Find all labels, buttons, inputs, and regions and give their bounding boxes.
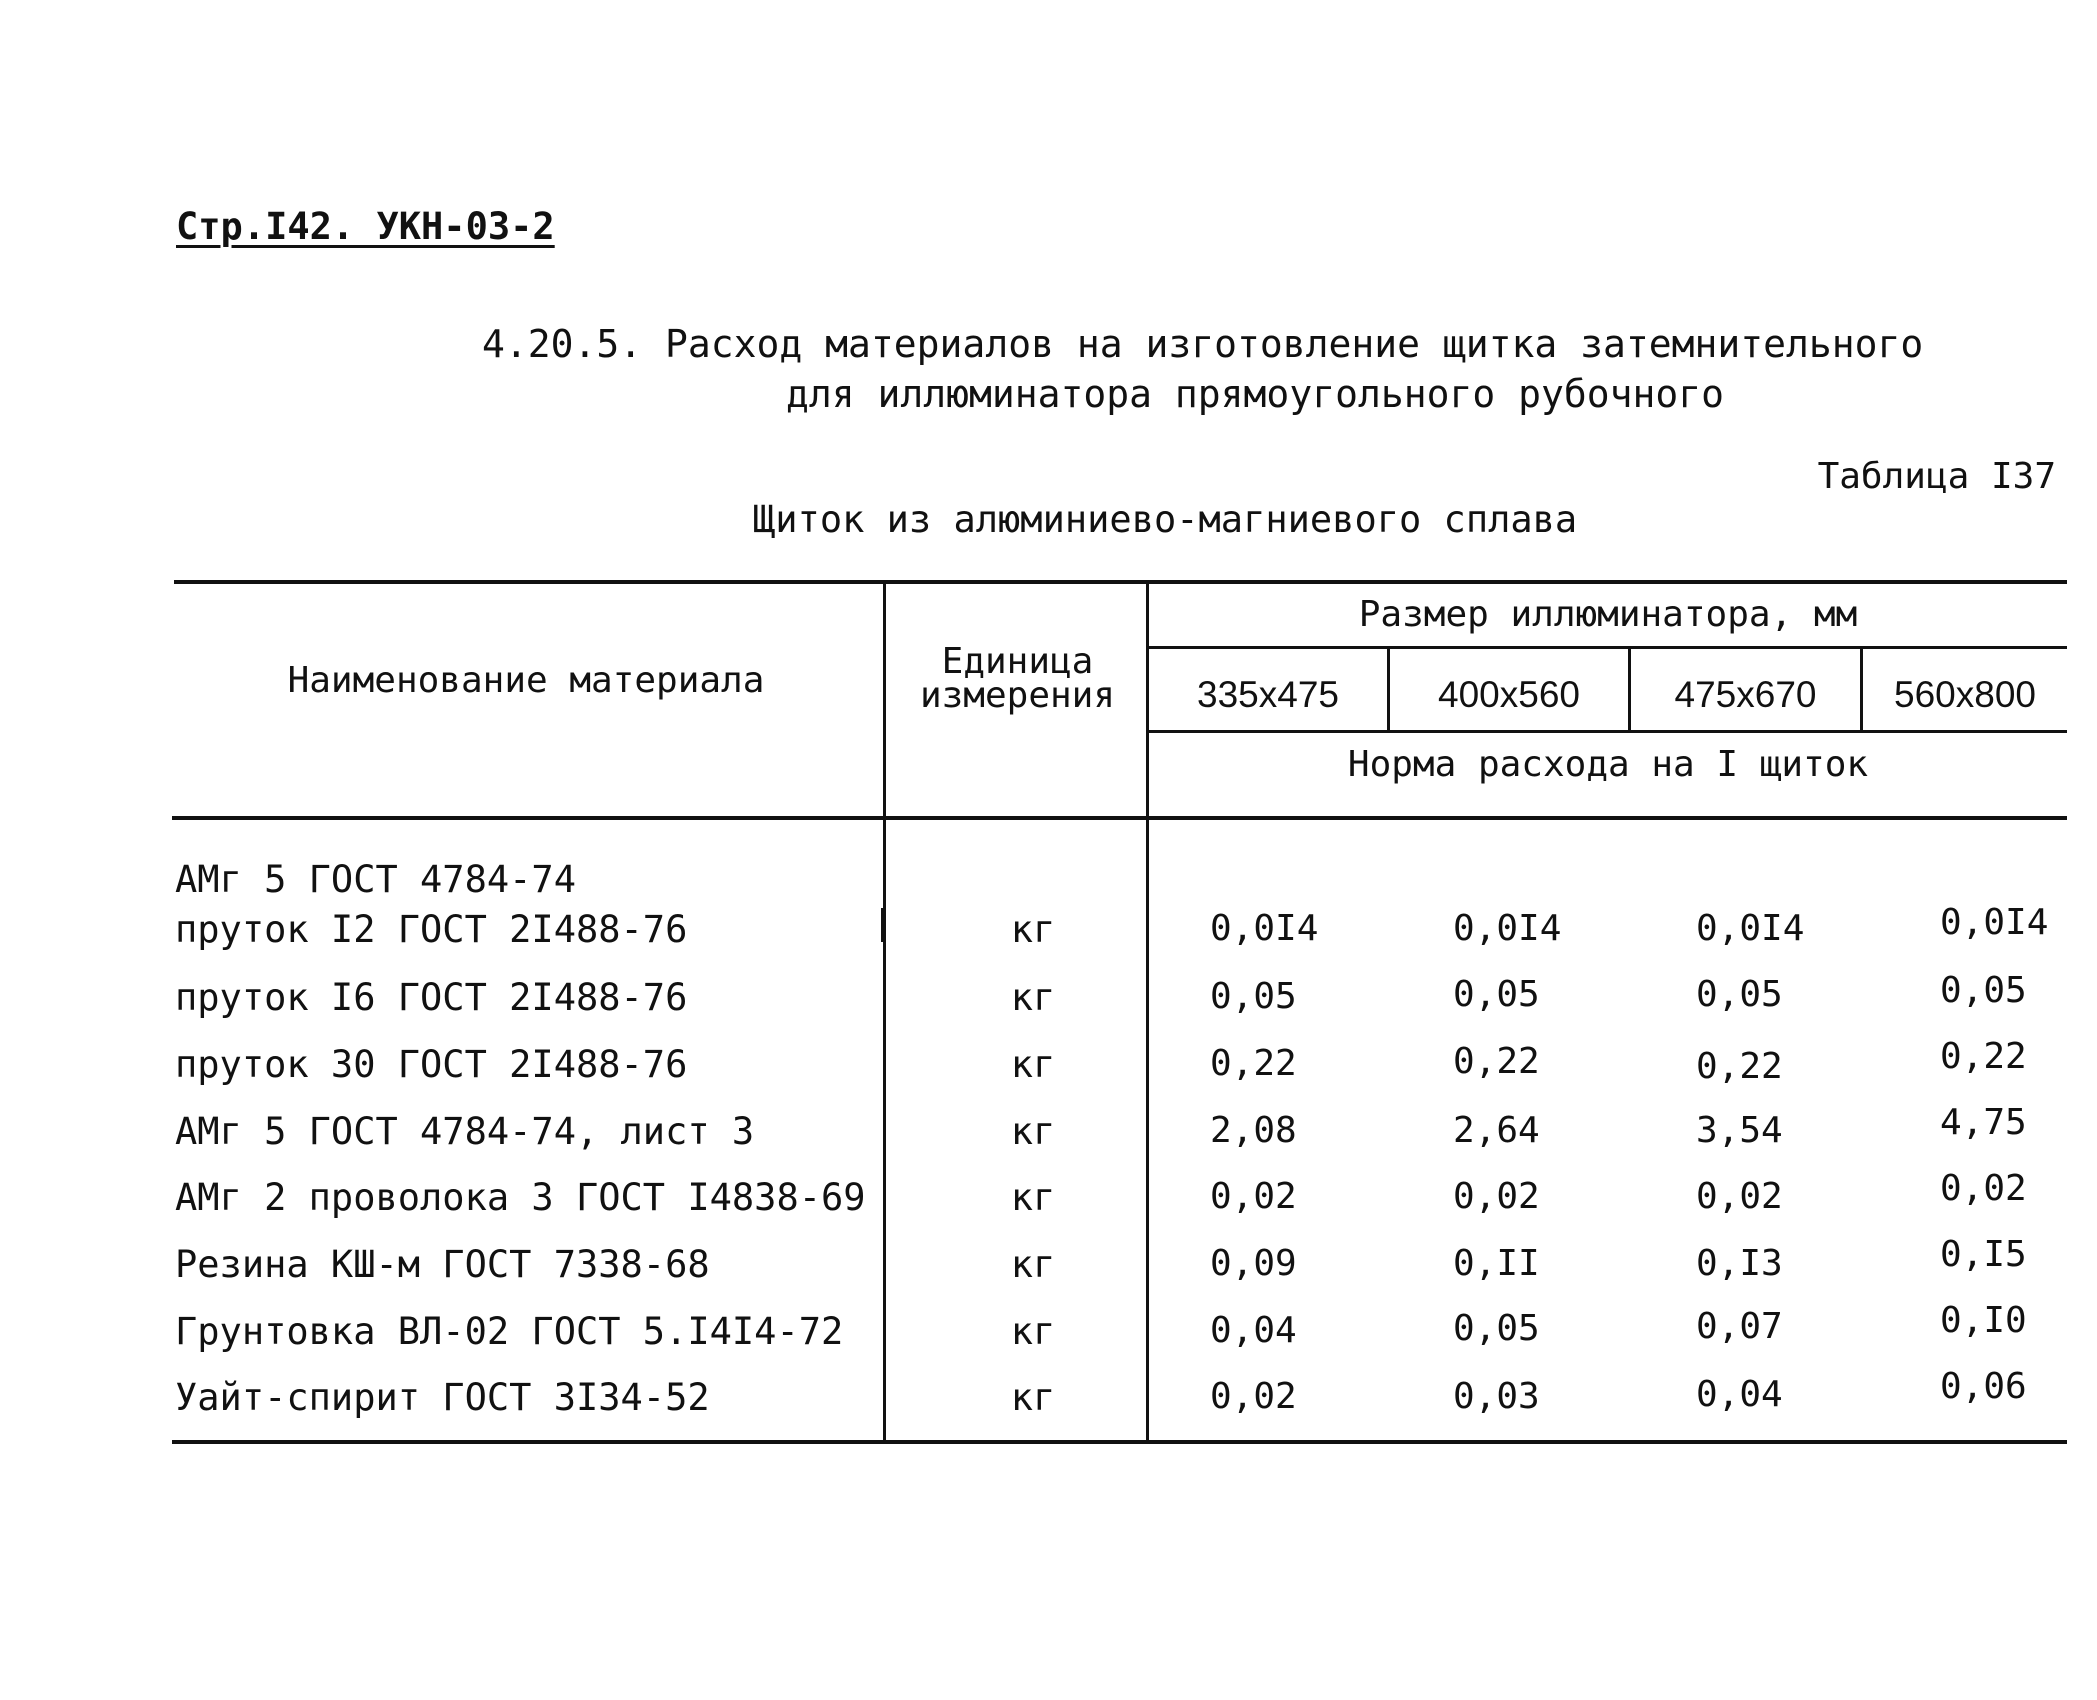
material-name: АМг 2 проволока 3 ГОСТ I4838-69 (175, 1176, 866, 1219)
unit-cell: кг (1010, 1310, 1056, 1353)
header-norm-label: Норма расхода на I щиток (1347, 744, 1869, 785)
table-number: Таблица I37 (1817, 456, 2056, 497)
header-size-1: 335x475 (1197, 674, 1339, 715)
size-values-rule (1147, 730, 2067, 733)
unit-cell: кг (1010, 1110, 1056, 1153)
value-cell: 0,06 (1940, 1366, 2027, 1407)
material-name: АМг 5 ГОСТ 4784-74, лист 3 (175, 1110, 755, 1153)
value-cell: 0,02 (1696, 1176, 1783, 1217)
size-group-rule (1147, 646, 2067, 649)
unit-cell: кг (1010, 976, 1056, 1019)
value-cell: 0,I5 (1940, 1234, 2027, 1275)
unit-cell: кг (1010, 1176, 1056, 1219)
unit-cell: кг (1010, 908, 1056, 951)
material-column-tick (881, 908, 884, 942)
unit-cell: кг (1010, 1376, 1056, 1419)
value-cell: 0,22 (1210, 1043, 1297, 1084)
value-cell: 0,02 (1210, 1176, 1297, 1217)
value-cell: 0,0I4 (1453, 908, 1562, 949)
header-size-2: 400x560 (1438, 674, 1580, 715)
material-name: пруток I2 ГОСТ 2I488-76 (175, 908, 688, 951)
value-cell: 0,05 (1210, 976, 1297, 1017)
value-cell: 0,07 (1696, 1306, 1783, 1347)
header-unit-line1: Единица (941, 641, 1094, 682)
value-cell: 0,02 (1453, 1176, 1540, 1217)
value-cell: 0,09 (1210, 1243, 1297, 1284)
value-cell: 0,0I4 (1696, 908, 1805, 949)
value-cell: 0,I0 (1940, 1300, 2027, 1341)
value-cell: 0,II (1453, 1243, 1540, 1284)
value-cell: 0,02 (1210, 1376, 1297, 1417)
value-cell: 2,64 (1453, 1110, 1540, 1151)
value-cell: 0,04 (1696, 1374, 1783, 1415)
page-header: Стр.I42. УКН-03-2 (176, 205, 555, 248)
value-cell: 0,05 (1453, 1308, 1540, 1349)
value-cell: 0,04 (1210, 1310, 1297, 1351)
value-cell: 0,I3 (1696, 1243, 1783, 1284)
header-unit-line2: измерения (919, 675, 1116, 716)
divider-material-unit (883, 582, 886, 1442)
material-name: пруток I6 ГОСТ 2I488-76 (175, 976, 688, 1019)
header-bottom-rule (172, 816, 2067, 820)
table-bottom-rule (172, 1440, 2067, 1444)
value-cell: 0,05 (1696, 974, 1783, 1015)
section-title-line1: 4.20.5. Расход материалов на изготовление щитка затемнительного (482, 322, 1924, 366)
value-cell: 4,75 (1940, 1102, 2027, 1143)
value-cell: 2,08 (1210, 1110, 1297, 1151)
value-cell: 0,05 (1453, 974, 1540, 1015)
material-name: пруток 30 ГОСТ 2I488-76 (175, 1043, 688, 1086)
group-heading: АМг 5 ГОСТ 4784-74 (175, 858, 576, 901)
value-cell: 0,22 (1453, 1041, 1540, 1082)
value-cell: 0,03 (1453, 1376, 1540, 1417)
material-name: Уайт-спирит ГОСТ 3I34-52 (175, 1376, 710, 1419)
value-cell: 0,22 (1696, 1046, 1783, 1087)
value-cell: 3,54 (1696, 1110, 1783, 1151)
unit-cell: кг (1010, 1043, 1056, 1086)
unit-cell: кг (1010, 1243, 1056, 1286)
header-size-3: 475x670 (1674, 674, 1817, 715)
value-cell: 0,02 (1940, 1168, 2027, 1209)
value-cell: 0,0I4 (1210, 908, 1319, 949)
header-material: Наименование материала (287, 660, 765, 701)
table-caption: Щиток из алюминиево-магниевого сплава (753, 498, 1578, 541)
table-top-rule (174, 580, 2067, 584)
header-size-group: Размер иллюминатора, мм (1358, 594, 1858, 635)
header-size-4: 560x800 (1894, 674, 2036, 715)
value-cell: 0,22 (1940, 1036, 2027, 1077)
section-title-line2: для иллюминатора прямоугольного рубочного (786, 372, 1724, 416)
value-cell: 0,0I4 (1940, 902, 2049, 943)
material-name: Резина КШ-м ГОСТ 7338-68 (175, 1243, 710, 1286)
material-name: Грунтовка ВЛ-02 ГОСТ 5.I4I4-72 (175, 1310, 844, 1353)
value-cell: 0,05 (1940, 970, 2027, 1011)
